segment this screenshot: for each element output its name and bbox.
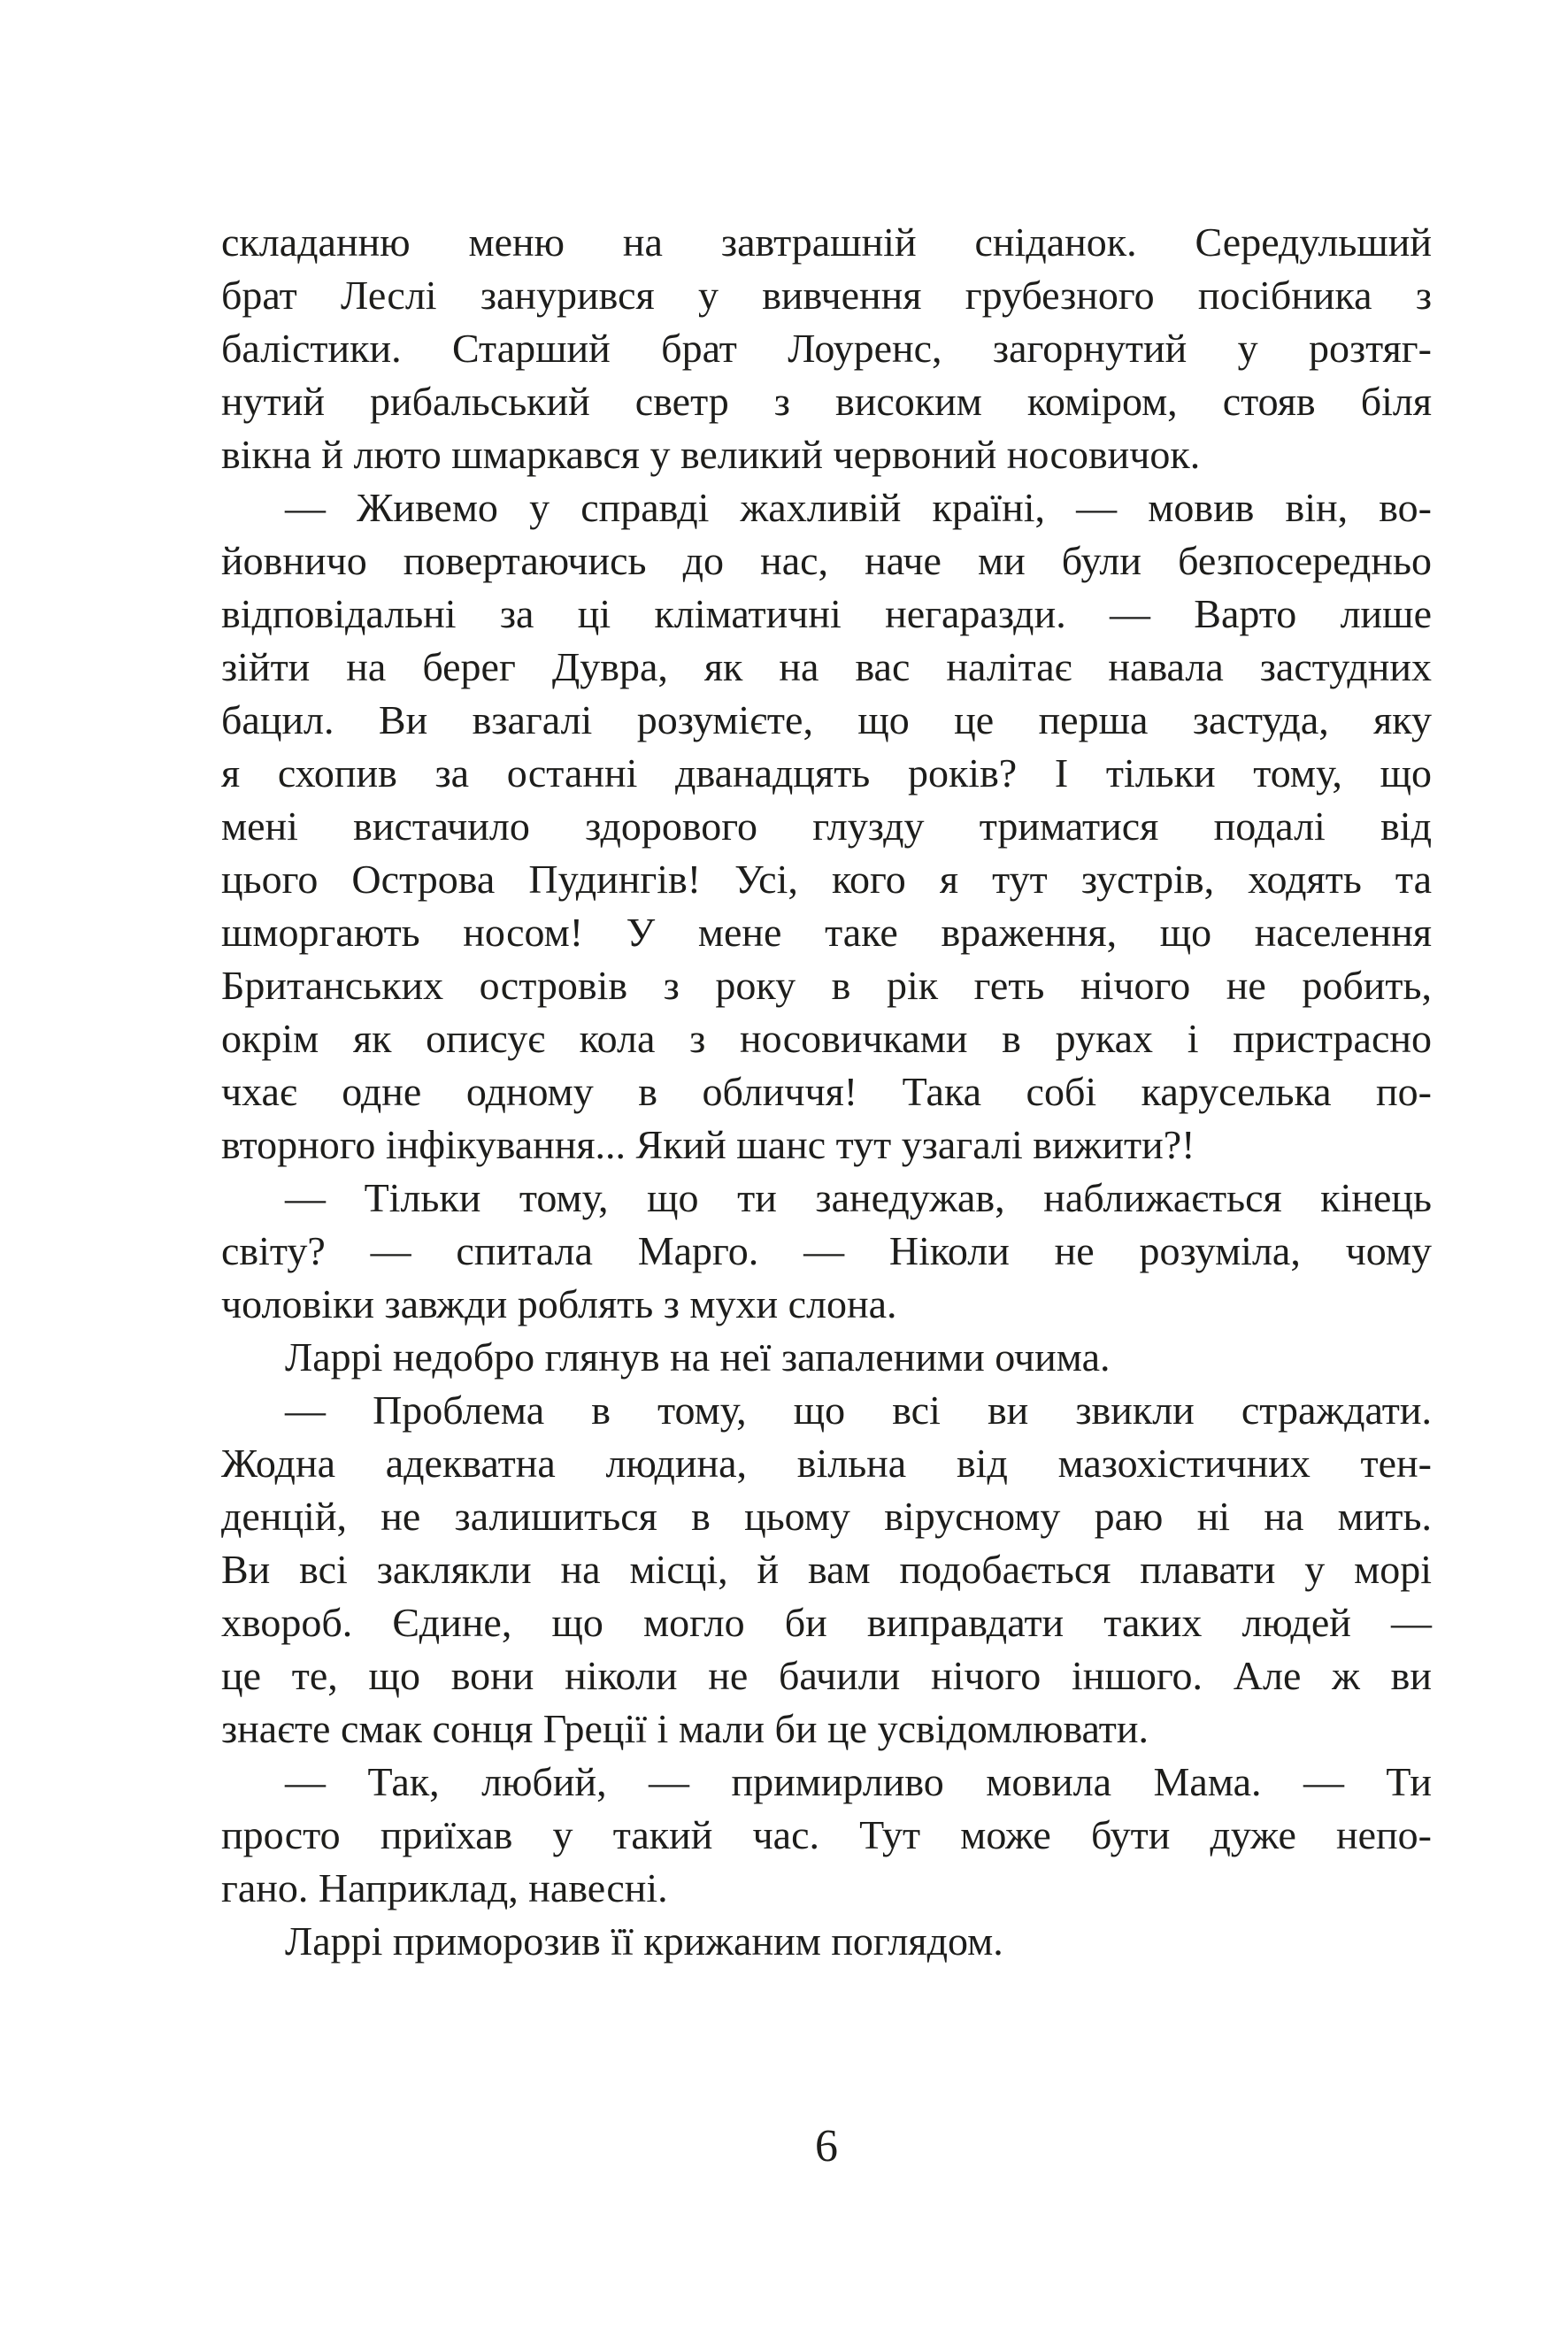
text-line: зійти на берег Дувра, як на вас налітає навала застудних — [221, 644, 1432, 689]
paragraph — [221, 481, 1432, 1172]
text-line: цього Острова Пудингів! Усі, кого я тут зустрів, ходять та — [221, 857, 1432, 902]
text-line: складанню меню на завтрашній сніданок. Середульший — [221, 219, 1432, 265]
text-line: хвороб. Єдине, що могло би виправдати таких людей — — [221, 1600, 1432, 1645]
text-line: бацил. Ви взагалі розумієте, що це перша застуда, яку — [221, 697, 1432, 742]
text-line: — Так, любий, — примирливо мовила Мама. — Ти — [285, 1759, 1432, 1804]
text-line: Ларрі недобро глянув на неї запаленими очима. — [285, 1334, 1111, 1380]
text-line: це те, що вони ніколи не бачили нічого іншого. Але ж ви — [221, 1653, 1432, 1698]
page-number: 6 — [815, 2121, 838, 2171]
text-line: — Живемо у справді жахливій країні, — мовив він, во- — [285, 485, 1432, 530]
text-line: мені вистачило здорового глузду триматися подалі від — [221, 803, 1432, 849]
paragraph — [221, 1172, 1432, 1331]
text-line: Британських островів з року в рік геть нічого не робить, — [221, 963, 1432, 1008]
paragraph — [221, 1915, 1432, 1968]
text-line: Ви всі заклякли на місці, й вам подобається плавати у морі — [221, 1547, 1432, 1592]
text-line: балістики. Старший брат Лоуренс, загорнутий у розтяг- — [221, 326, 1432, 371]
text-line: світу? — спитала Марго. — Ніколи не розуміла, чому — [221, 1228, 1432, 1273]
text-line: йовничо повертаючись до нас, наче ми були безпосередньо — [221, 538, 1432, 583]
paragraph — [221, 216, 1432, 481]
text-line: нутий рибальський светр з високим коміром, стояв біля — [221, 379, 1432, 424]
text-line: денцій, не залишиться в цьому вірусному раю ні на мить. — [221, 1494, 1432, 1539]
text-line: я схопив за останні дванадцять років? І тільки тому, що — [221, 750, 1432, 796]
text-line: чоловіки завжди роблять з мухи слона. — [221, 1281, 897, 1326]
text-line: — Тільки тому, що ти занедужав, наближається кінець — [285, 1175, 1432, 1220]
text-line: просто приїхав у такий час. Тут може бути дуже непо- — [221, 1812, 1432, 1857]
text-line: знаєте смак сонця Греції і мали би це усвідомлювати. — [221, 1706, 1149, 1751]
text-line: відповідальні за ці кліматичні негаразди. — Варто лише — [221, 591, 1432, 636]
page-text — [221, 216, 1432, 1968]
text-line: чхає одне одному в обличчя! Така собі каруселька по- — [221, 1069, 1432, 1114]
text-line: Жодна адекватна людина, вільна від мазохістичних тен- — [221, 1441, 1432, 1486]
paragraph — [221, 1756, 1432, 1915]
text-line: брат Леслі занурився у вивчення грубезного посібника з — [221, 273, 1432, 318]
text-line: окрім як описує кола з носовичками в руках і пристрасно — [221, 1016, 1432, 1061]
text-line: шморгають носом! У мене таке враження, що населення — [221, 910, 1432, 955]
text-line: Ларрі приморозив її крижаним поглядом. — [285, 1918, 1003, 1964]
text-line: — Проблема в тому, що всі ви звикли страждати. — [285, 1387, 1432, 1433]
text-line: вікна й люто шмаркався у великий червоний носовичок. — [221, 432, 1201, 477]
text-line: гано. Наприклад, навесні. — [221, 1865, 668, 1910]
paragraph — [221, 1384, 1432, 1756]
paragraph — [221, 1331, 1432, 1384]
text-line: вторного інфікування... Який шанс тут узагалі вижити?! — [221, 1122, 1195, 1167]
